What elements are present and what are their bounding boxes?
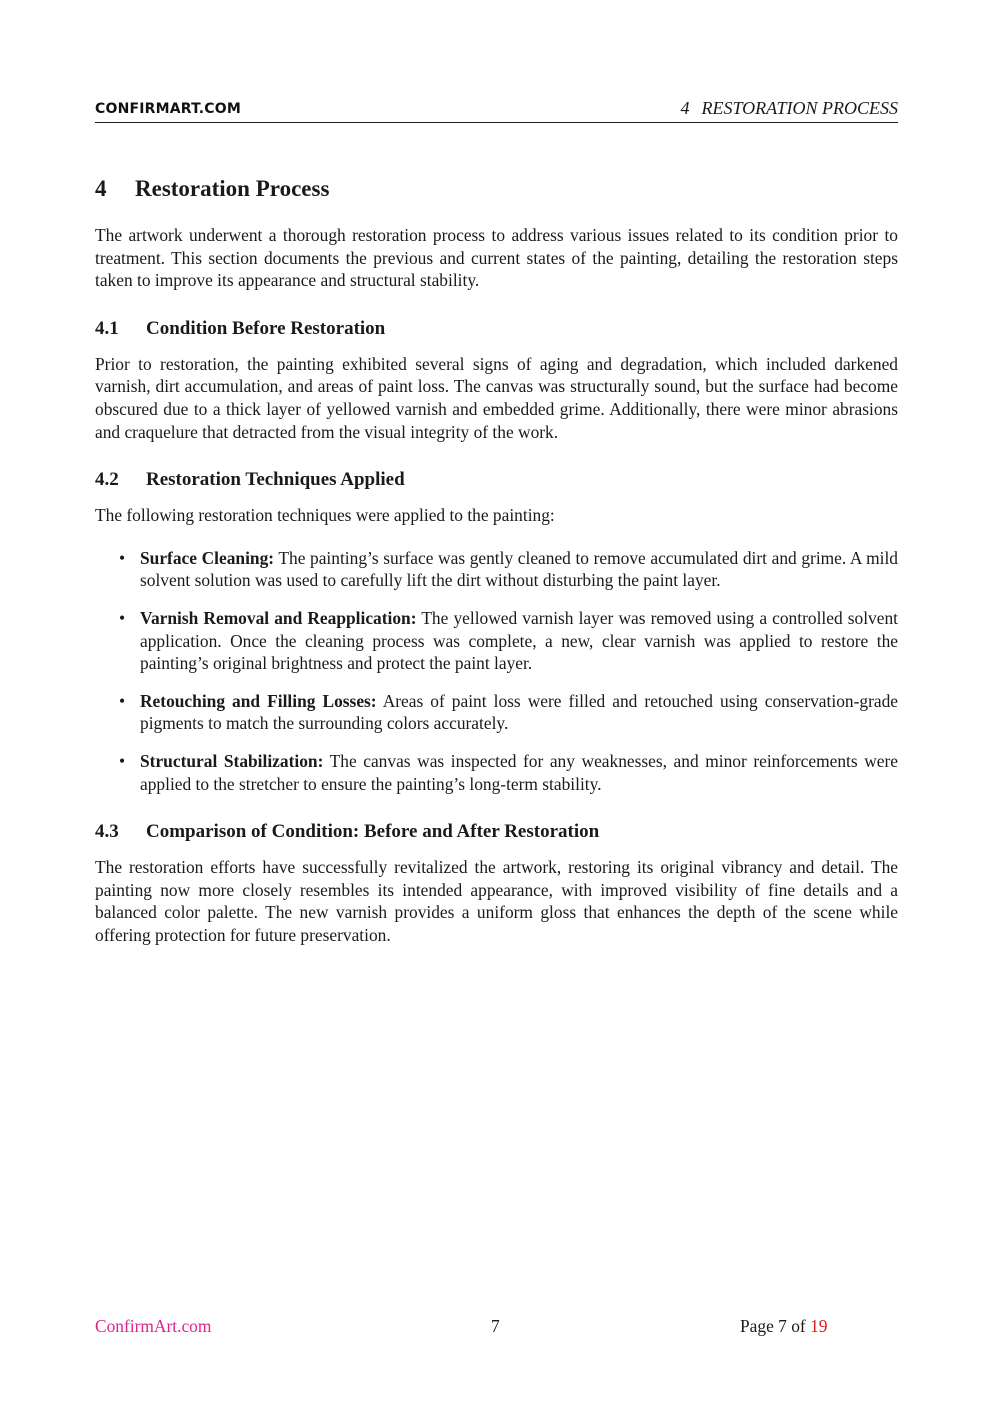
subsection-title: Comparison of Condition: Before and After Restoration: [146, 821, 600, 843]
subsection-text-4-1: Prior to restoration, the painting exhibited several signs of aging and degradation, which included darkened varnish, dirt accumulation, and areas of paint loss. The canvas was structurally sound, but the surface had become obscured due to a thick layer of yellowed varnish and embedded grime. Additionally, there were minor abrasions and craquelure that detracted from the visual integrity of the work.: [95, 353, 898, 442]
page-footer: [95, 1314, 898, 1338]
subsection-text-4-2: The following restoration techniques were applied to the painting:: [95, 505, 555, 526]
list-item-term: Structural Stabilization:: [140, 750, 324, 771]
subsection-number: 4.1: [95, 317, 119, 339]
page-prefix: Page: [740, 1316, 774, 1336]
list-item: [119, 690, 898, 735]
list-item: [119, 607, 898, 675]
bullet-icon: •: [119, 750, 126, 771]
main-content: [95, 172, 898, 946]
subsection-number: 4.3: [95, 821, 119, 843]
list-item-description: Areas of paint loss were filled and retouched using conservation-grade pigments to match the surrounding colors accurately.: [140, 690, 898, 734]
subsection-heading-4-1: [95, 316, 898, 342]
confirmart-logo: CONFIRMART.COM: [95, 101, 242, 117]
header-section-title: [681, 97, 899, 119]
bullet-icon: •: [119, 607, 126, 628]
subsection-title: Condition Before Restoration: [146, 317, 386, 339]
section-title: Restoration Process: [135, 176, 330, 201]
header-section-name: RESTORATION PROCESS: [701, 98, 898, 118]
list-item: [119, 547, 898, 592]
section-heading: [95, 172, 898, 206]
site-link[interactable]: ConfirmArt.com: [95, 1316, 212, 1336]
current-page: 7: [778, 1316, 787, 1336]
techniques-list: [95, 547, 898, 795]
section-number: 4: [95, 176, 107, 201]
of-word: of: [791, 1316, 806, 1336]
subsection-text-4-3: The restoration efforts have successfully revitalized the artwork, restoring its original vibrancy and detail. The painting now more closely resembles its intended appearance, with improved visibility of fine details and a balanced color palette. The new varnish provides a uniform gloss that enhances the depth of the scene while offering protection for future preservation.: [95, 857, 898, 945]
list-item-description: The painting’s surface was gently cleaned to remove accumulated dirt and grime. A mild solvent solution was used to carefully lift the dirt without disturbing the paint layer.: [140, 547, 898, 591]
section-intro: The artwork underwent a thorough restoration process to address various issues related to its condition prior to treatment. This section documents the previous and current states of the painting, detailing the restoration steps taken to improve its appearance and structural stability.: [95, 225, 898, 291]
subsection-number: 4.2: [95, 469, 119, 491]
page-count: [740, 1314, 827, 1338]
bullet-icon: •: [119, 690, 126, 711]
total-pages-link[interactable]: 19: [810, 1316, 828, 1336]
subsection-heading-4-3: [95, 819, 898, 845]
list-item-term: Retouching and Filling Losses:: [140, 690, 377, 711]
list-item-description: The yellowed varnish layer was removed using a controlled solvent application. Once the cleaning process was complete, a new, clear varnish was applied to restore the painting’s original brightness and protect the paint layer.: [140, 607, 898, 674]
list-item: [119, 750, 898, 795]
list-item-term: Varnish Removal and Reapplication:: [140, 607, 417, 628]
list-item-description: The canvas was inspected for any weaknesses, and minor reinforcements were applied to the stretcher to ensure the painting’s long-term stability.: [140, 750, 898, 794]
subsection-heading-4-2: [95, 467, 898, 493]
list-item-term: Surface Cleaning:: [140, 547, 275, 568]
bullet-icon: •: [119, 547, 126, 568]
header-section-number: 4: [680, 98, 690, 118]
page-number: 7: [491, 1316, 500, 1336]
running-header: [95, 96, 898, 123]
subsection-title: Restoration Techniques Applied: [146, 469, 405, 491]
